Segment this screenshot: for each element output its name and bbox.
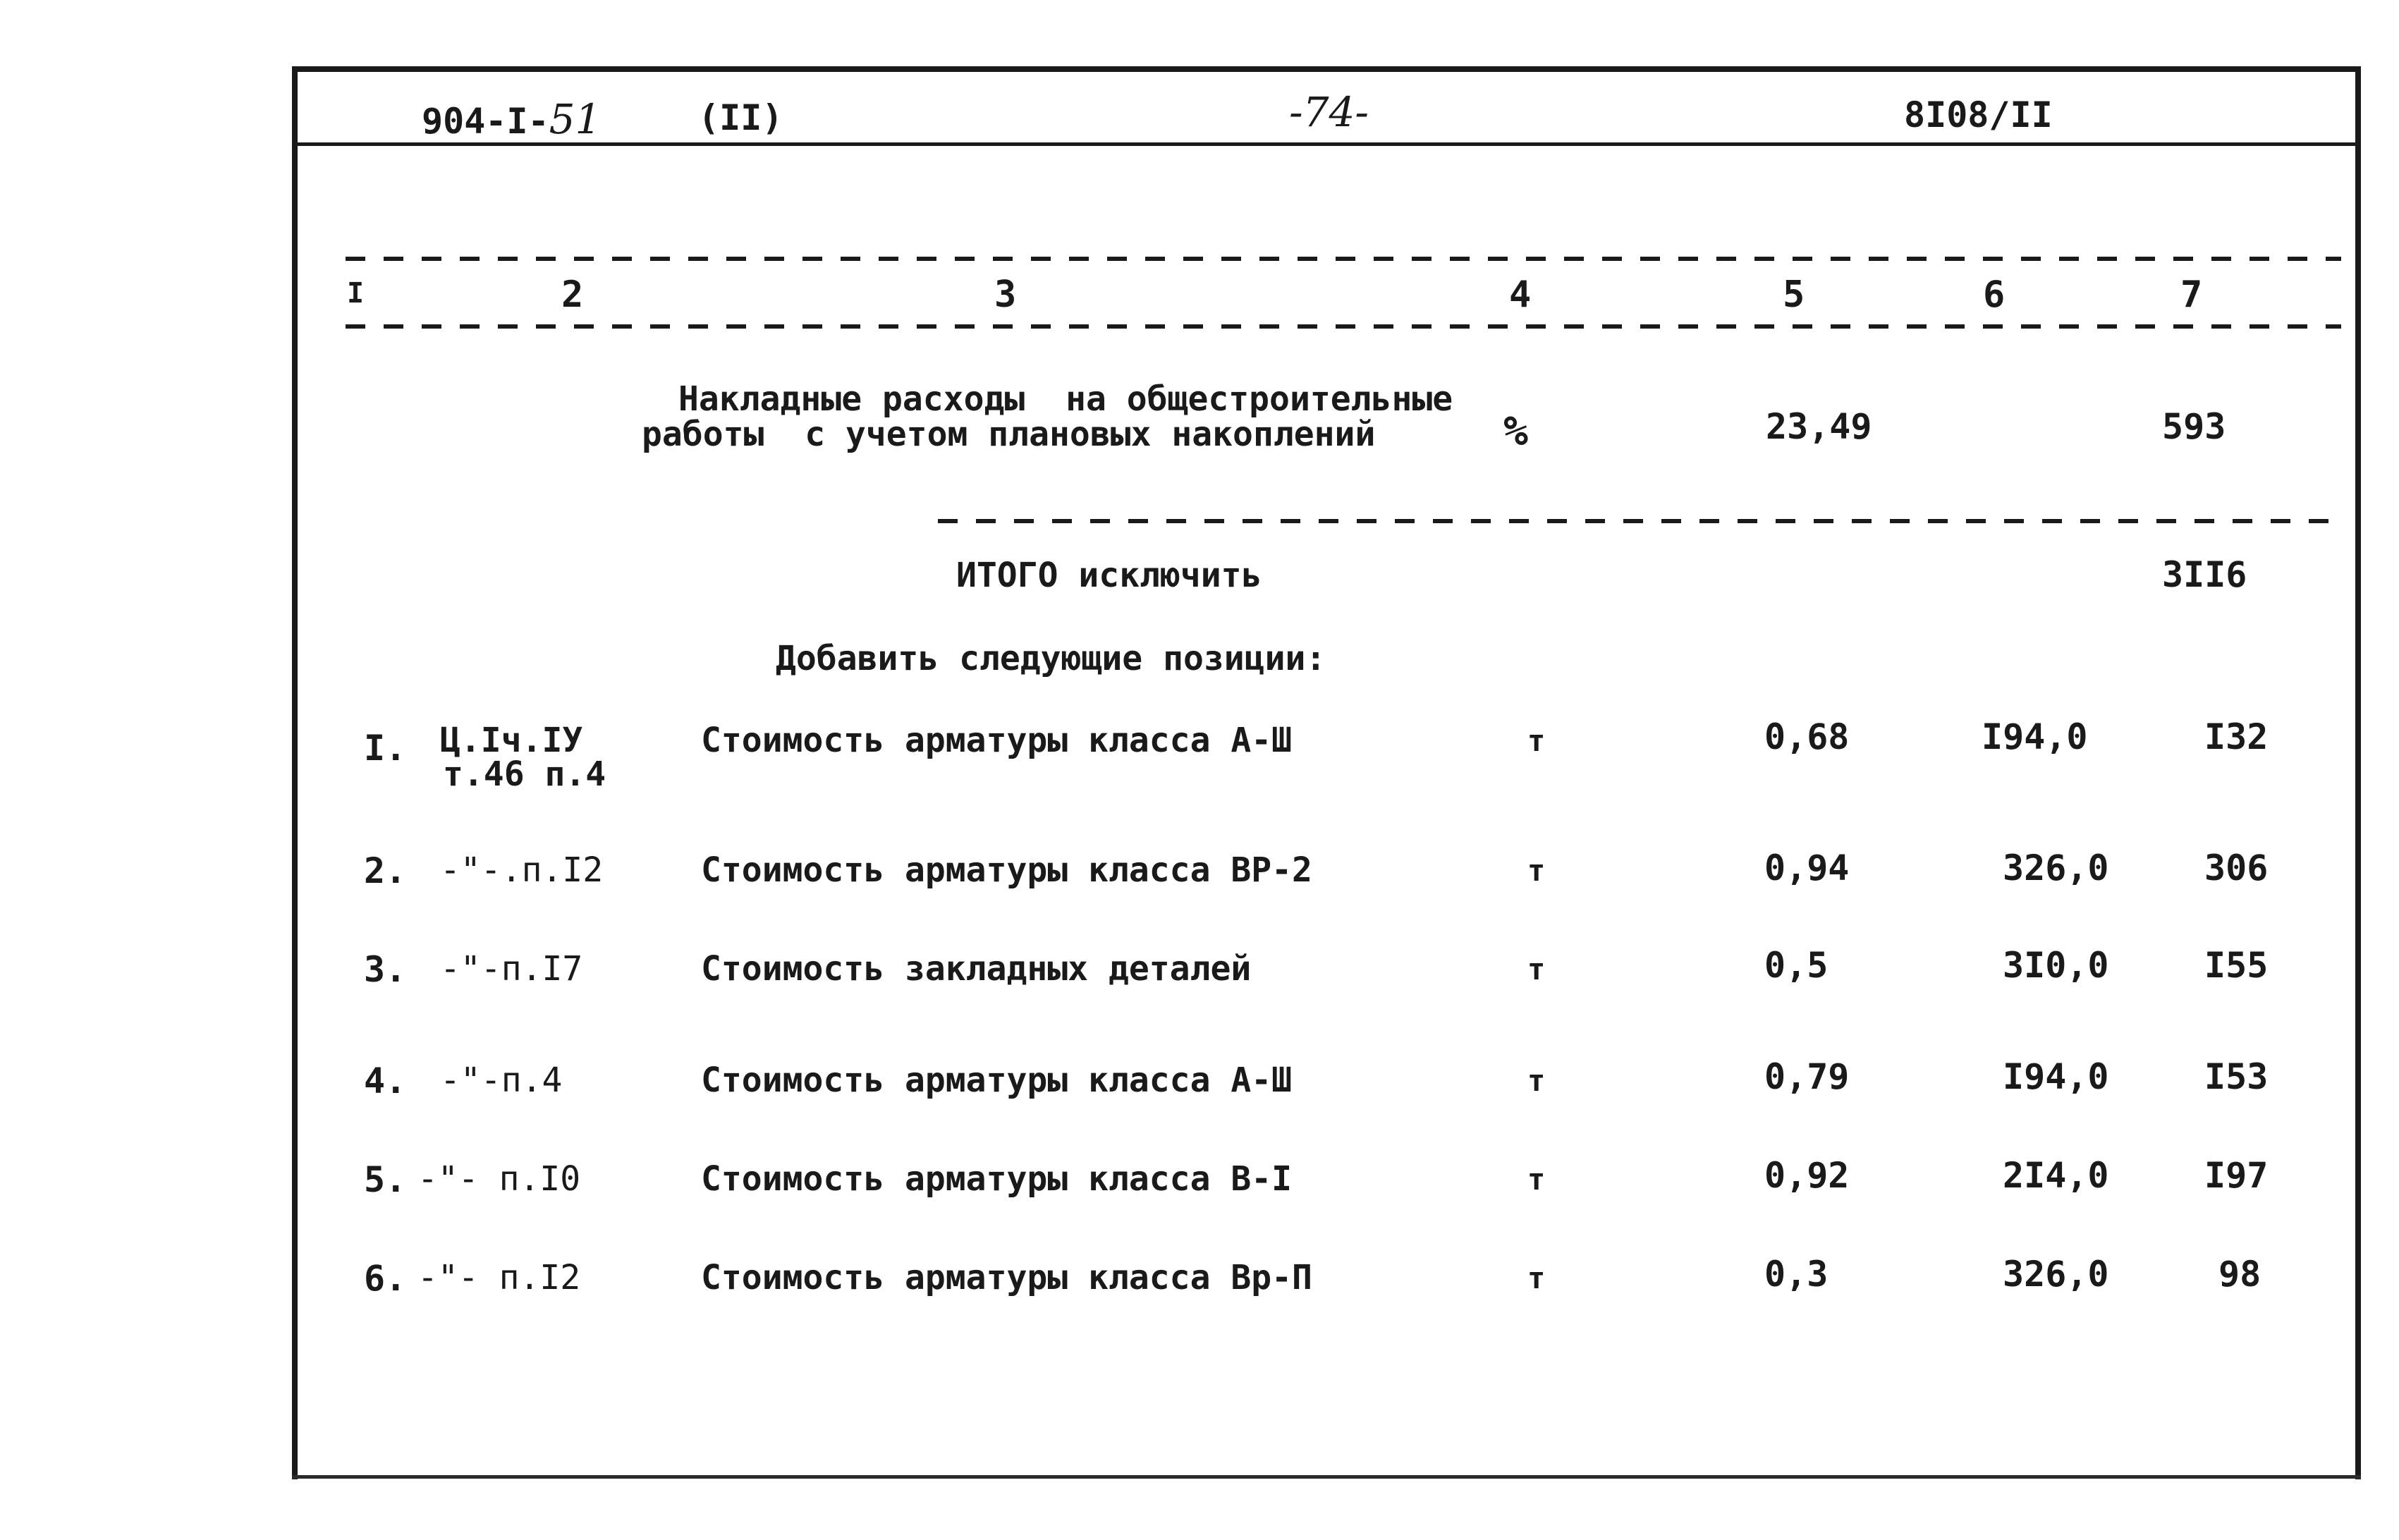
row-price: 326,0 xyxy=(2003,1254,2109,1295)
row-price: 3I0,0 xyxy=(2003,945,2109,986)
column-number-1: I xyxy=(347,277,365,310)
row-reference-line2: т.46 п.4 xyxy=(443,754,606,794)
row-unit: т xyxy=(1527,1162,1546,1197)
row-unit: т xyxy=(1527,952,1546,986)
column-number-7: 7 xyxy=(2180,274,2203,316)
row-reference: Ц.Iч.IУ xyxy=(440,721,583,760)
row-unit: т xyxy=(1527,1063,1546,1098)
row-total: I32 xyxy=(2204,716,2269,757)
row-number: 5. xyxy=(364,1159,407,1200)
itogo-rule xyxy=(938,519,2341,523)
row-reference: -"- п.I2 xyxy=(417,1258,581,1297)
frame-left-border xyxy=(292,66,298,1479)
row-quantity: 0,94 xyxy=(1764,848,1850,888)
row-name: Стоимость арматуры класса В-I xyxy=(701,1159,1293,1199)
column-number-4: 4 xyxy=(1509,274,1532,316)
row-name: Стоимость арматуры класса А-Ш xyxy=(701,1061,1293,1100)
row-total: 98 xyxy=(2218,1254,2261,1295)
row-number: 3. xyxy=(364,949,407,990)
row-reference: -"- п.I0 xyxy=(417,1159,581,1199)
overhead-description-line1: Накладные расходы на общестроительные xyxy=(678,379,1453,419)
column-number-5: 5 xyxy=(1783,274,1805,316)
frame-top-border xyxy=(296,66,2361,72)
row-quantity: 0,92 xyxy=(1764,1155,1850,1196)
sheet-code: 8I08/II xyxy=(1904,94,2053,135)
column-number-6: 6 xyxy=(1983,274,2006,316)
header-divider xyxy=(296,142,2361,146)
itogo-total: 3II6 xyxy=(2162,554,2247,595)
row-price: I94,0 xyxy=(2003,1056,2109,1097)
page-number: -74- xyxy=(1289,88,1369,136)
row-price: 2I4,0 xyxy=(2003,1155,2109,1196)
overhead-total: 593 xyxy=(2162,406,2226,447)
row-number: 2. xyxy=(364,850,407,891)
row-number: I. xyxy=(364,728,407,769)
row-number: 4. xyxy=(364,1061,407,1101)
row-name: Стоимость арматуры класса Вр-П xyxy=(701,1258,1312,1297)
itogo-label: ИТОГО исключить xyxy=(956,556,1262,595)
column-number-2: 2 xyxy=(561,274,584,316)
row-unit: т xyxy=(1527,853,1546,888)
add-positions-heading: Добавить следующие позиции: xyxy=(776,639,1326,678)
row-total: I53 xyxy=(2204,1056,2269,1097)
frame-bottom-border xyxy=(292,1475,2361,1479)
row-reference: -"-п.I7 xyxy=(440,949,583,989)
row-price: 326,0 xyxy=(2003,848,2109,888)
overhead-rate: 23,49 xyxy=(1766,406,1872,447)
column-header-bottom-rule xyxy=(346,324,2341,329)
row-price: I94,0 xyxy=(1982,716,2088,757)
row-total: I55 xyxy=(2204,945,2269,986)
overhead-description-line2: работы с учетом плановых накоплений xyxy=(642,415,1376,454)
row-total: 306 xyxy=(2204,848,2269,888)
row-unit: т xyxy=(1527,723,1546,758)
column-number-3: 3 xyxy=(994,274,1017,316)
row-name: Стоимость закладных деталей xyxy=(701,949,1252,989)
row-total: I97 xyxy=(2204,1155,2269,1196)
row-quantity: 0,5 xyxy=(1764,945,1829,986)
row-unit: т xyxy=(1527,1261,1546,1295)
row-reference: -"-п.4 xyxy=(440,1061,563,1100)
frame-right-border xyxy=(2355,66,2361,1479)
document-section: (II) xyxy=(698,97,783,138)
overhead-unit: % xyxy=(1503,407,1528,455)
document-code xyxy=(422,95,602,143)
document-code-handwritten: 51 xyxy=(549,95,602,143)
row-name: Стоимость арматуры класса А-Ш xyxy=(701,721,1293,760)
column-header-top-rule xyxy=(346,257,2341,261)
row-quantity: 0,3 xyxy=(1764,1254,1829,1295)
row-quantity: 0,79 xyxy=(1764,1056,1850,1097)
row-quantity: 0,68 xyxy=(1764,716,1850,757)
row-number: 6. xyxy=(364,1258,407,1299)
row-reference: -"-.п.I2 xyxy=(440,850,604,890)
row-name: Стоимость арматуры класса ВР-2 xyxy=(701,850,1312,890)
document-code-prefix: 904-I- xyxy=(422,101,549,142)
